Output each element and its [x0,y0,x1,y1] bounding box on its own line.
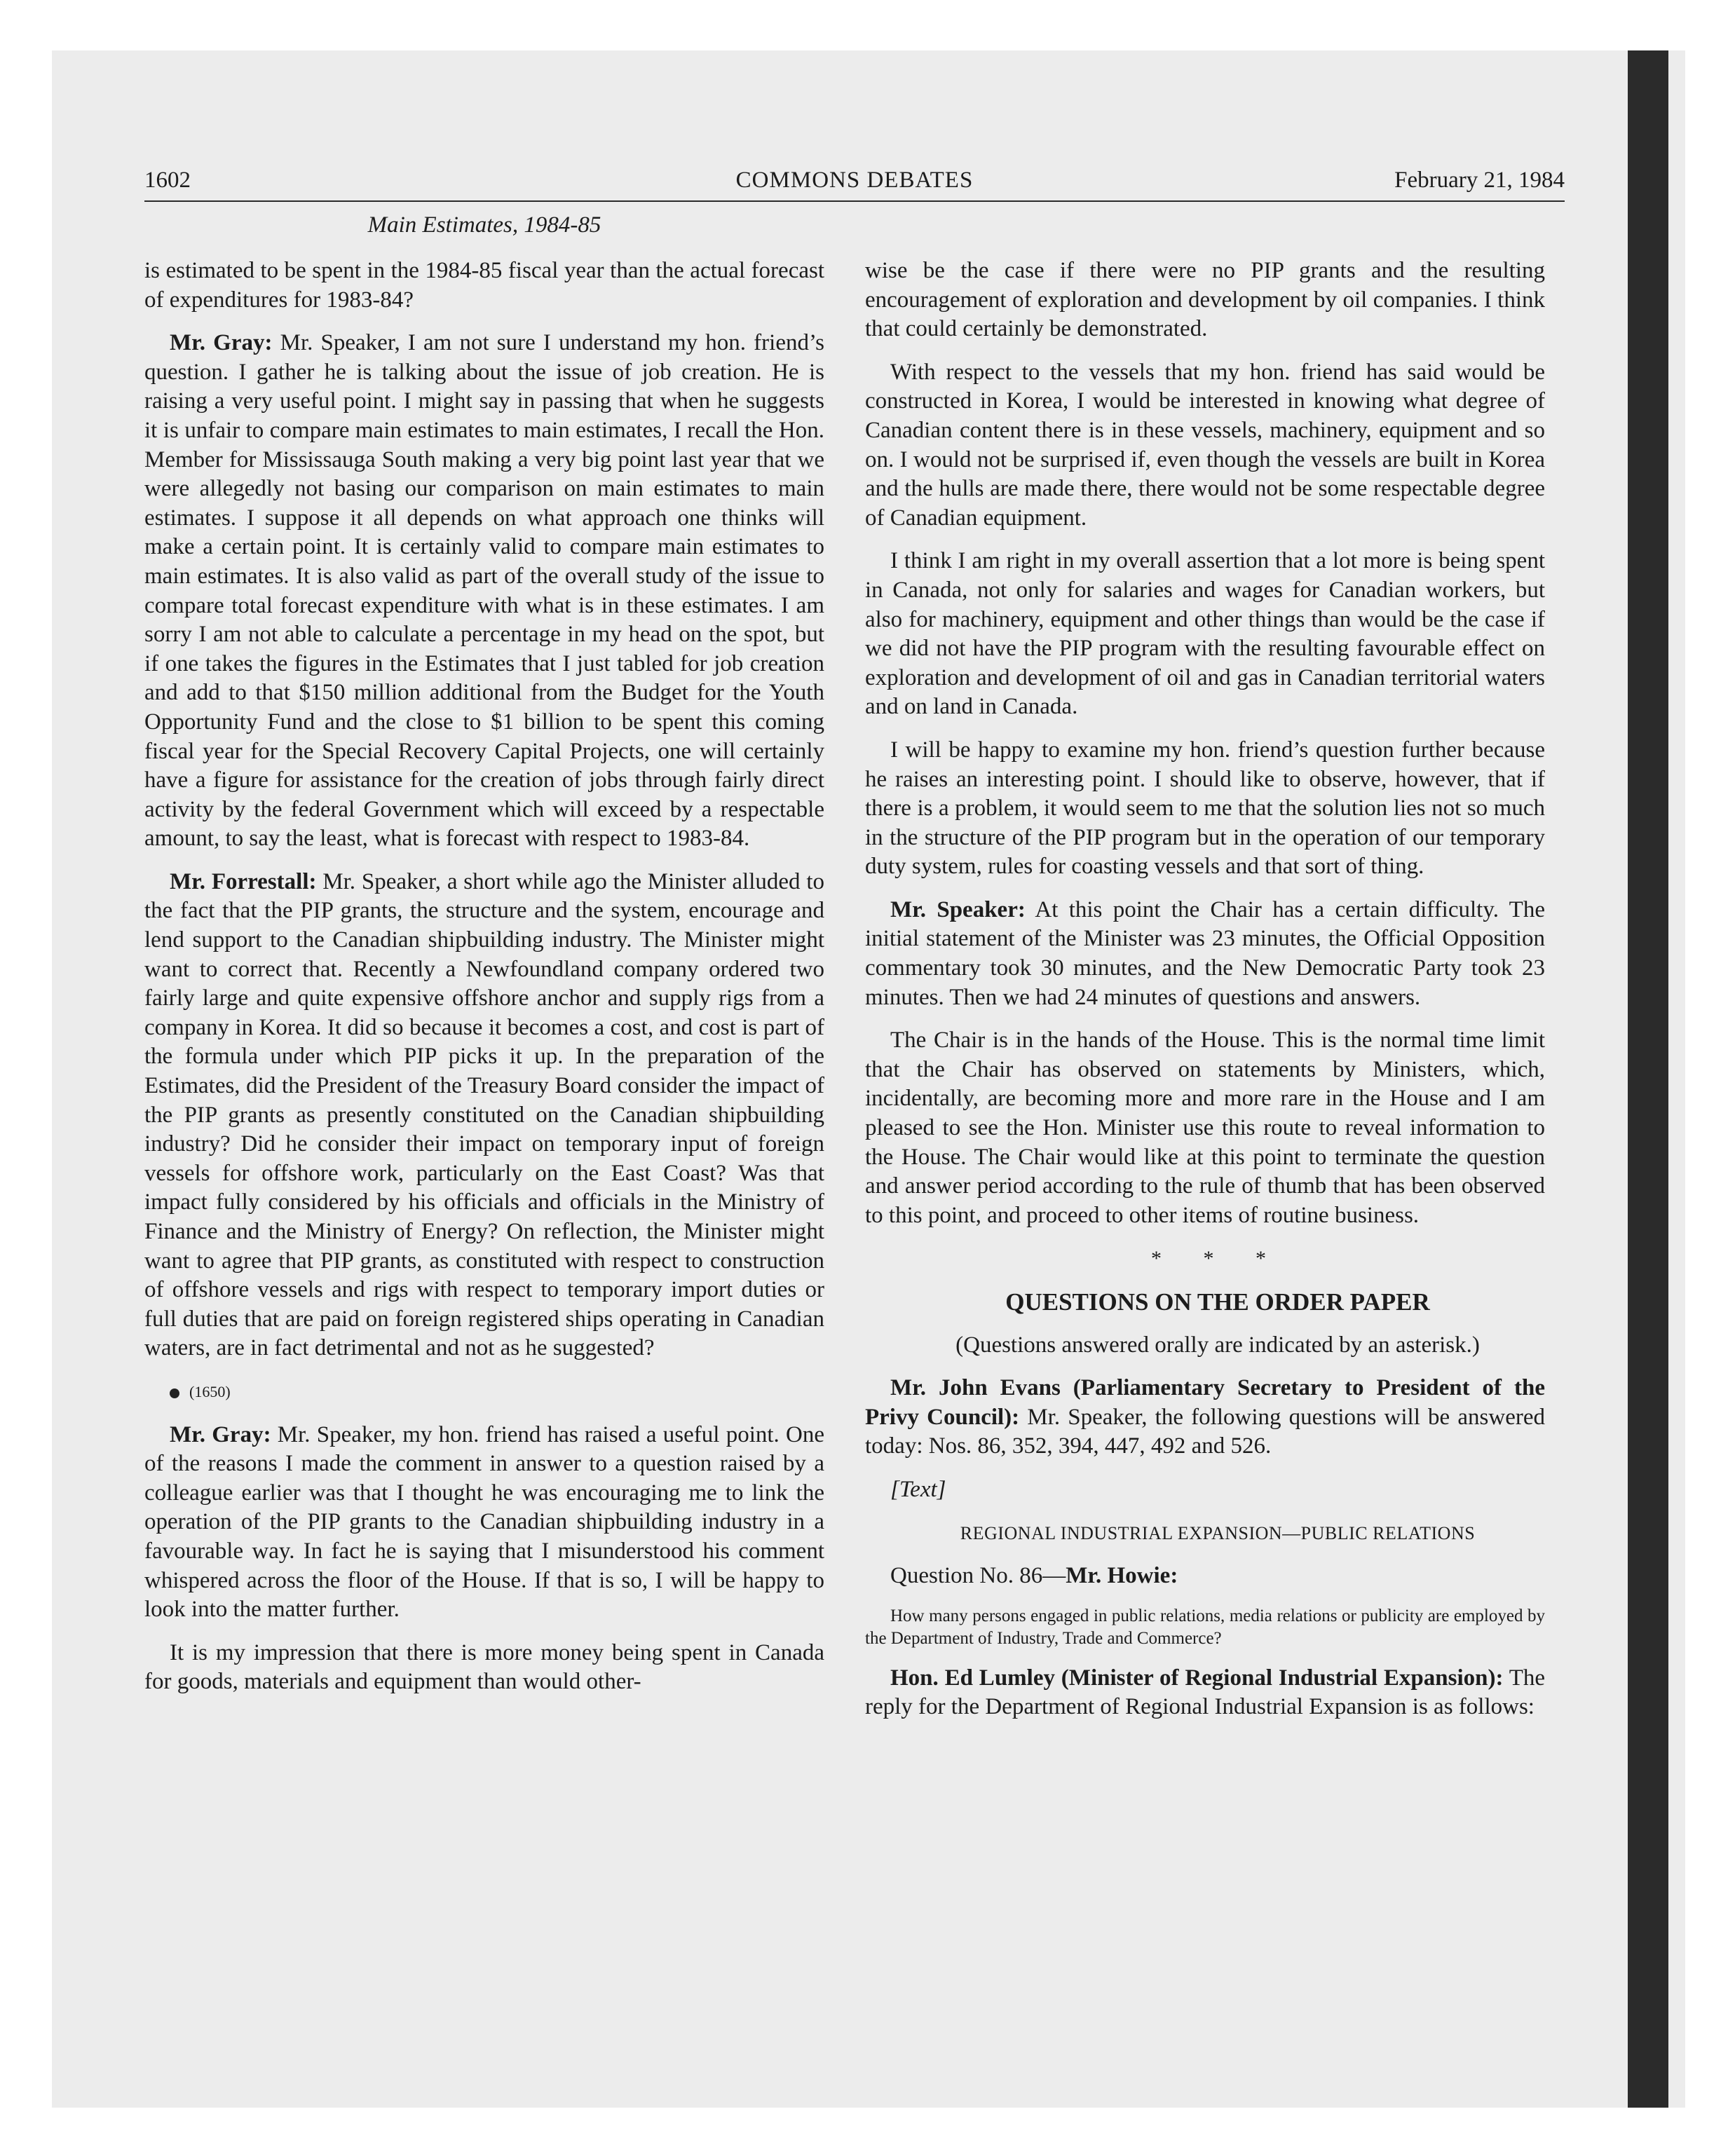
paragraph: I will be happy to examine my hon. friend’s question further because he raises an interesting point. I should like to observe, however, that if there is a problem, it would seem to me that the solution lies not so much in the structure of the PIP program but in the operation of our temporary duty system, rules for coasting vessels and that sort of thing. [865,737,1545,880]
paragraph: is estimated to be spent in the 1984-85 fiscal year than the actual forecast of expenditures for 1983-84? [144,258,824,313]
speaker-name: Mr. John Evans (Parliamentary Secretary to President of the Privy Council): [865,1375,1545,1430]
timestamp [144,1377,824,1407]
section-note: (Questions answered orally are indicated by an asterisk.) [955,1332,1480,1358]
paragraph [144,329,824,854]
speech-text: Mr. Speaker, a short while ago the Minister alluded to the fact that the PIP grants, the structure and the system, encourage and lend support to the Canadian shipbuilding industry. The Minister might want to correct that. Recently a Newfoundland company ordered two fairly large and quite expensive offshore anchor and supply rigs from a company in Korea. It did so because it becomes a cost, and cost is part of the formula under which PIP picks it up. In the preparation of the Estimates, did the President of the Treasury Board consider the impact of the PIP grants as presently constituted on the Canadian shipbuilding industry? Did he consider their impact on temporary input of foreign vessels for offshore work, particularly on the East Coast? Was that impact fully considered by his officials and officials in the Ministry of Finance and the Ministry of Energy? On reflection, the Minister might want to agree that PIP grants, as constituted with respect to construction of offshore vessels and rigs with respect to temporary import duties or full duties that are paid on foreign registered ships operating in Canadian waters, are in fact detrimental and not as he suggested? [144,868,824,1361]
question-text: How many persons engaged in public relations, media relations or publicity are employed by the Department of Industry, Trade and Commerce? [865,1606,1545,1648]
paragraph: wise be the case if there were no PIP grants and the resulting encouragement of exploration and development by oil companies. I think that could certainly be demonstrated. [865,258,1545,342]
speaker-name: Mr. Speaker: [890,896,1026,922]
timestamp-text: (1650) [189,1382,231,1400]
speech-text: The reply for the Department of Regional Industrial Expansion is as follows: [865,1665,1545,1720]
paragraph: It is my impression that there is more money being spent in Canada for goods, materials and equipment than would other- [144,1639,824,1695]
section-heading: QUESTIONS ON THE ORDER PAPER [1005,1288,1430,1316]
question-number [865,1562,1545,1591]
speech-text: Mr. Speaker, my hon. friend has raised a useful point. One of the reasons I made the comment in answer to a question raised by a colleague earlier was that I thought he was encouraging me to link the operation of the PIP grants to the Canadian shipbuilding industry in a favourable way. In fact he is saying that I misunderstood his comment whispered across the floor of the House. If that is so, I will be happy to look into the matter further. [144,1421,824,1623]
speaker-name: Mr. Gray: [170,1421,271,1447]
paragraph [144,868,824,1363]
speech-text: Mr. Speaker, I am not sure I understand my hon. friend’s question. I gather he is talking about the issue of job creation. He is raising a very useful point. I might say in passing that when he suggests it is unfair to compare main estimates to main estimates, I recall the Hon. Member for Mississauga South making a very big point last year that we were allegedly not basing our comparison on main estimates to main estimates. I suppose it all depends on what approach one thinks will make a certain point. It is certainly valid to compare main estimates to main estimates. It is also valid as part of the overall study of the issue to compare total forecast expenditure with what is in these estimates. I am sorry I am not able to calculate a percentage in my head on the spot, but if one takes the figures in the Estimates that I just tabled for job creation and add to that $150 million additional from the Budget for the Youth Opportunity Fund and the close to $1 billion to be spent this coming fiscal year for the Special Recovery Capital Projects, one will certainly have a figure for assistance for the creation of jobs through fairly direct activity by the federal Government which will exceed by a respectable amount, to say the least, what is forecast with respect to 1983-84. [144,330,824,852]
paragraph: With respect to the vessels that my hon. friend has said would be constructed in Korea, I would be interested in knowing what degree of Canadian content there is in these vessels, machinery, equipment and so on. I would not be surprised if, even though the vessels are built in Korea and the hulls are made there, there would not be some respectable degree of Canadian equipment. [865,359,1545,531]
paragraph: I think I am right in my overall assertion that a lot more is being spent in Canada, not only for salaries and wages for Canadian workers, but also for machinery, equipment and other things than would be the case if we did not have the PIP program with the resulting favourable effect on exploration and development of oil and gas in Canadian territorial waters and on land in Canada. [865,548,1545,720]
publication-title: COMMONS DEBATES [735,168,974,193]
publication-date: February 21, 1984 [1394,168,1565,193]
speaker-name: Mr. Gray: [170,330,273,356]
page-number: 1602 [144,168,191,193]
question-member: Mr. Howie: [1066,1563,1178,1589]
paragraph [865,1374,1545,1461]
right-column [865,257,1545,1736]
header-rule [144,200,1565,202]
question-title: REGIONAL INDUSTRIAL EXPANSION—PUBLIC RELATIONS [960,1522,1476,1543]
bullet-icon [170,1389,179,1398]
speaker-name: Mr. Forrestall: [170,868,317,894]
section-separator: * * * [1151,1247,1284,1271]
running-head: Main Estimates, 1984-85 [367,212,601,238]
speech-text: At this point the Chair has a certain difficulty. The initial statement of the Minister was 23 minutes, the Official Opposition commentary took 30 minutes, and the New Democratic Party took 23 minutes. Then we had 24 minutes of questions and answers. [865,896,1545,1010]
speech-text: Mr. Speaker, the following questions will be answered today: Nos. 86, 352, 394, 447, 492 and 526. [865,1404,1545,1459]
page-header [144,164,1565,199]
question-number-label: Question No. 86— [890,1563,1066,1589]
left-column [144,257,824,1711]
text-marker: [Text] [890,1476,946,1502]
speaker-name: Hon. Ed Lumley (Minister of Regional Industrial Expansion): [890,1665,1504,1691]
page-binding-edge [1628,50,1668,2108]
paragraph: The Chair is in the hands of the House. This is the normal time limit that the Chair has observed on statements by Ministers, which, incidentally, are becoming more and more rare in the House and I am pleased to see the Hon. Minister use this route to reveal information to the House. The Chair would like at this point to terminate the question and answer period according to the rule of thumb that has been observed to this point, and proceed to other items of routine business. [865,1028,1545,1228]
paragraph [144,1421,824,1625]
paragraph [865,896,1545,1012]
paragraph [865,1664,1545,1722]
